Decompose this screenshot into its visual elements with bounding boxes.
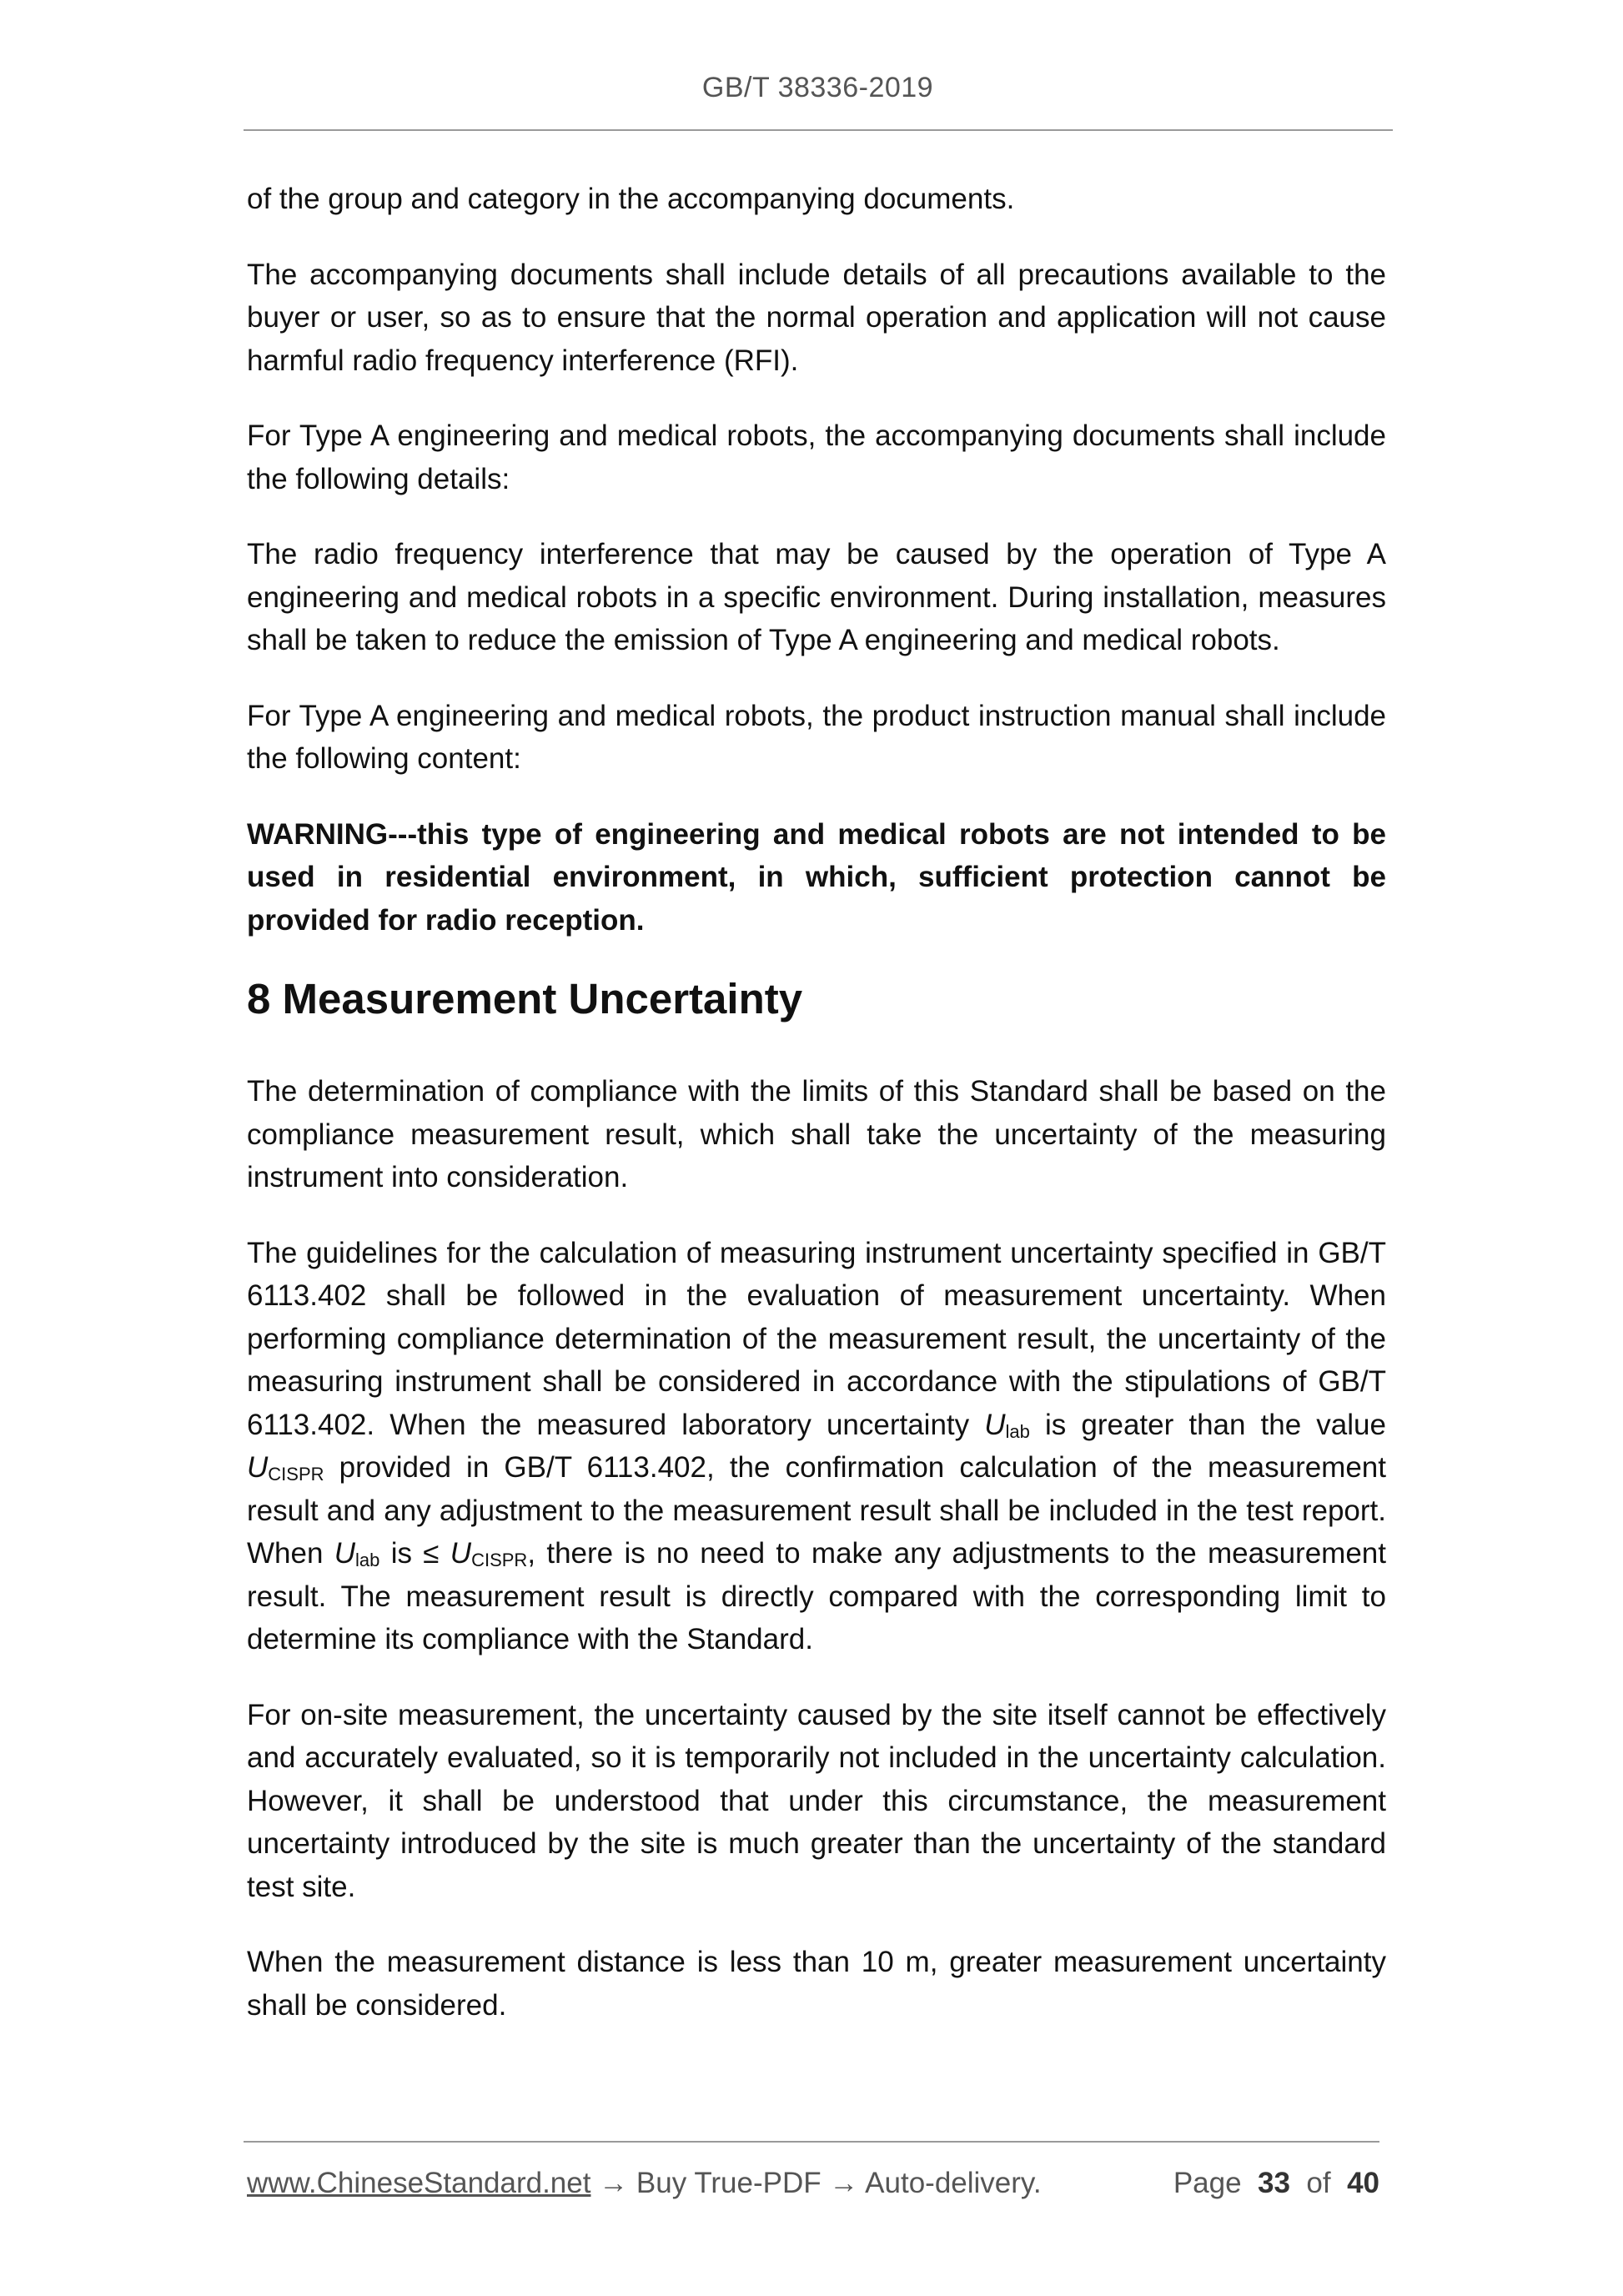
p7-text-5: , there is no need to make any adjustments to the measurement result. The measurement result is directly compared with the corresponding limit to determine its compliance with the Standard. <box>247 1537 1386 1655</box>
p7-text-2: is greater than the value <box>1029 1408 1386 1441</box>
u-lab-symbol: U <box>334 1537 356 1570</box>
warning-statement: WARNING---this type of engineering and medical robots are not intended to be used in residential environment, in which, sufficient protection cannot be provided for radio reception. <box>247 817 1386 937</box>
cispr-subscript: CISPR <box>471 1550 528 1570</box>
p7-text-3: provided in GB/T 6113.402, the confirmation calculation of the measurement result and any adjustment to the measurement result shall be included in the test report. When <box>247 1451 1386 1570</box>
paragraph-3: For Type A engineering and medical robots, the accompanying documents shall include the following details: <box>247 420 1386 495</box>
document-id-header: GB/T 38336-2019 <box>701 72 934 103</box>
u-cispr-symbol: U <box>247 1451 269 1484</box>
paragraph-9: When the measurement distance is less than 10 m, greater measurement uncertainty shall be considered. <box>247 1946 1386 2022</box>
page-content <box>247 178 1386 2059</box>
page-footer <box>247 2167 1379 2200</box>
u-lab-symbol: U <box>984 1408 1006 1441</box>
current-page: 33 <box>1258 2167 1290 2199</box>
promo-text: → Buy True-PDF → Auto-delivery. <box>590 2167 1042 2199</box>
paragraph-7 <box>247 1232 1386 1661</box>
u-cispr-symbol: U <box>450 1537 472 1570</box>
page-number <box>1173 2167 1379 2200</box>
cispr-subscript: CISPR <box>268 1464 324 1485</box>
lab-subscript: lab <box>355 1550 380 1570</box>
lab-subscript: lab <box>1005 1420 1030 1442</box>
paragraph-2: The accompanying documents shall include details of all precautions available to the buyer or user, so as to ensure that the normal operation and application will not cause harmful radio frequency interference (RFI). <box>247 258 1386 377</box>
paragraph-8: For on-site measurement, the uncertainty caused by the site itself cannot be effectively and accurately evaluated, so it is temporarily not included in the uncertainty calculation. However, it shall be understood that under this circumstance, the measurement uncertainty introduced by the site is much greater than the uncertainty of the standard test site. <box>247 1698 1386 1903</box>
paragraph-5: For Type A engineering and medical robots, the product instruction manual shall include the following content: <box>247 699 1386 775</box>
paragraph-4: The radio frequency interference that may be caused by the operation of Type A engineering and medical robots in a specific environment. During installation, measures shall be taken to reduce the emission of Type A engineering and medical robots. <box>247 538 1386 656</box>
paragraph-1: of the group and category in the accompanying documents. <box>247 183 1015 215</box>
site-link[interactable]: www.ChineseStandard.net <box>247 2167 591 2199</box>
section-heading: 8 Measurement Uncertainty <box>247 975 803 1022</box>
p7-text-4: is ≤ <box>379 1537 450 1570</box>
page-of-label: of <box>1306 2167 1331 2199</box>
total-pages: 40 <box>1347 2167 1379 2199</box>
footer-promo <box>247 2167 1042 2200</box>
paragraph-6: The determination of compliance with the limits of this Standard shall be based on the compliance measurement result, which shall take the uncertainty of the measuring instrument into consideration. <box>247 1075 1386 1193</box>
footer-divider <box>244 2141 1379 2143</box>
header-divider <box>244 129 1393 131</box>
page-label: Page <box>1173 2167 1242 2199</box>
p7-text-1: The guidelines for the calculation of measuring instrument uncertainty specified in GB/T 6113.402 shall be followed in the evaluation of measurement uncertainty. When performing compliance determination of the measurement result, the uncertainty of the measuring instrument shall be considered in accordance with the stipulations of GB/T 6113.402. When the measured laboratory uncertainty <box>247 1236 1386 1441</box>
